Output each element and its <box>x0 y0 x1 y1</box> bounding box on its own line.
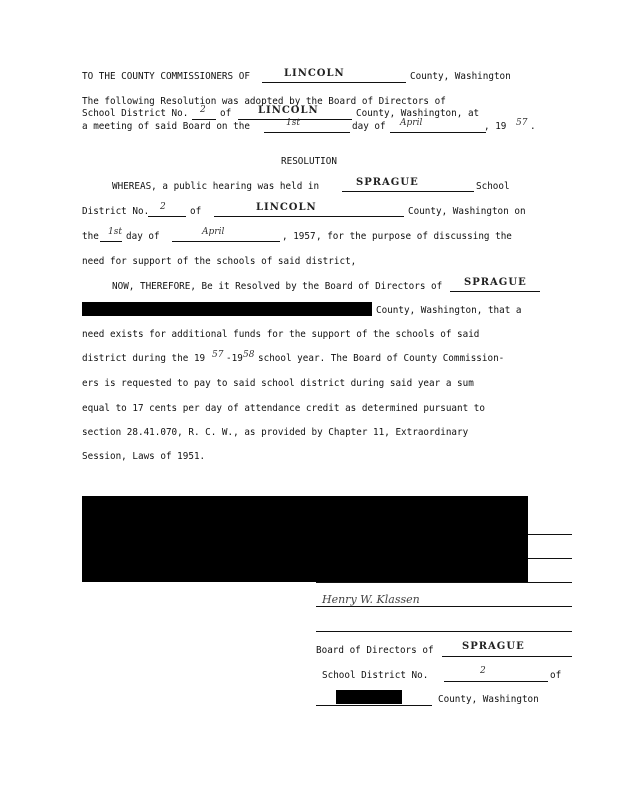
now-line-7: section 28.41.070, R. C. W., as provided by Chapter 11, Extraordinary <box>82 427 469 438</box>
whereas-the: the <box>82 231 99 242</box>
whereas-district-label: District No. <box>82 206 150 217</box>
redaction-bar-county <box>82 302 372 316</box>
now-district-name: SPRAGUE <box>464 277 527 288</box>
school-district-of: of <box>550 670 562 681</box>
resolution-title: RESOLUTION <box>281 156 337 167</box>
whereas-district-name: SPRAGUE <box>356 177 419 188</box>
whereas-district-no: 2 <box>160 202 166 212</box>
intro-of: of <box>220 108 232 119</box>
whereas-purpose: , for the purpose of discussing the <box>316 231 512 242</box>
whereas-of: of <box>190 206 202 217</box>
intro-day-blank <box>264 132 350 133</box>
school-district-no: 2 <box>480 666 486 676</box>
intro-day-of: day of <box>352 121 386 132</box>
board-district: SPRAGUE <box>462 641 525 652</box>
header-county-suffix: County, Washington <box>410 71 511 82</box>
now-year-end: 58 <box>243 350 255 360</box>
now-line-6: equal to 17 cents per day of attendance credit as determined pursuant to <box>82 403 485 414</box>
now-county-suffix: County, Washington, that a <box>376 305 522 316</box>
whereas-county: LINCOLN <box>256 202 317 213</box>
now-district-blank <box>450 291 540 292</box>
county-fill: LINCOLN <box>284 68 345 79</box>
now-line-8: Session, Laws of 1951. <box>82 451 206 462</box>
signature-line-2 <box>528 558 572 559</box>
now-district-during: district during the 19 <box>82 353 206 364</box>
intro-district-label: School District No. <box>82 108 189 119</box>
now-line-3: need exists for additional funds for the support of the schools of said <box>82 329 480 340</box>
county-blank <box>262 82 406 83</box>
intro-period: . <box>530 121 536 132</box>
handwritten-signature: Henry W. Klassen <box>322 593 420 606</box>
redaction-bar-signatures <box>82 496 528 582</box>
signature-line-4 <box>316 606 572 607</box>
whereas-line-4: need for support of the schools of said district, <box>82 256 357 267</box>
signature-county-suffix: County, Washington <box>438 694 539 705</box>
signature-line-3 <box>316 582 572 583</box>
whereas-month: April <box>202 227 225 237</box>
whereas-district-no-blank <box>148 216 186 217</box>
county-redacted-blank <box>316 705 432 706</box>
signature-line-1 <box>528 534 572 535</box>
now-year-start: 57 <box>212 350 224 360</box>
intro-year-prefix: , 19 <box>484 121 507 132</box>
intro-month-blank <box>390 132 486 133</box>
now-line-1: NOW, THEREFORE, Be it Resolved by the Board of Directors of <box>112 281 443 292</box>
intro-year: 57 <box>516 118 528 128</box>
whereas-district-blank <box>342 191 474 192</box>
intro-district-no: 2 <box>200 105 206 115</box>
board-district-blank <box>442 656 572 657</box>
school-district-no-blank <box>444 681 548 682</box>
intro-line-1: The following Resolution was adopted by the Board of Directors of <box>82 96 446 107</box>
now-line-5: ers is requested to pay to said school district during said year a sum <box>82 378 474 389</box>
whereas-county-blank <box>214 216 404 217</box>
district-no-blank <box>192 119 216 120</box>
now-year-dash: -19 <box>226 353 243 364</box>
whereas-line-1: WHEREAS, a public hearing was held in <box>112 181 320 192</box>
redaction-bar-signature-county <box>336 690 402 704</box>
board-of-directors-label: Board of Directors of <box>316 645 434 656</box>
to-county-commissioners: TO THE COUNTY COMMISSIONERS OF <box>82 71 250 82</box>
whereas-day: 1st <box>108 227 122 237</box>
whereas-day-blank <box>100 241 122 242</box>
intro-county-fill: LINCOLN <box>258 105 319 116</box>
intro-meeting-prefix: a meeting of said Board on the <box>82 121 250 132</box>
intro-month: April <box>400 118 423 128</box>
whereas-day-of: day of <box>126 231 160 242</box>
school-district-label: School District No. <box>322 670 429 681</box>
whereas-school: School <box>476 181 510 192</box>
signature-line-5 <box>316 631 572 632</box>
whereas-county-suffix: County, Washington on <box>408 206 526 217</box>
intro-county-suffix: County, Washington, at <box>356 108 480 119</box>
intro-day: 1st <box>286 118 300 128</box>
whereas-year: , 1957 <box>282 231 316 242</box>
now-school-year: school year. The Board of County Commission- <box>258 353 505 364</box>
whereas-month-blank <box>172 241 280 242</box>
